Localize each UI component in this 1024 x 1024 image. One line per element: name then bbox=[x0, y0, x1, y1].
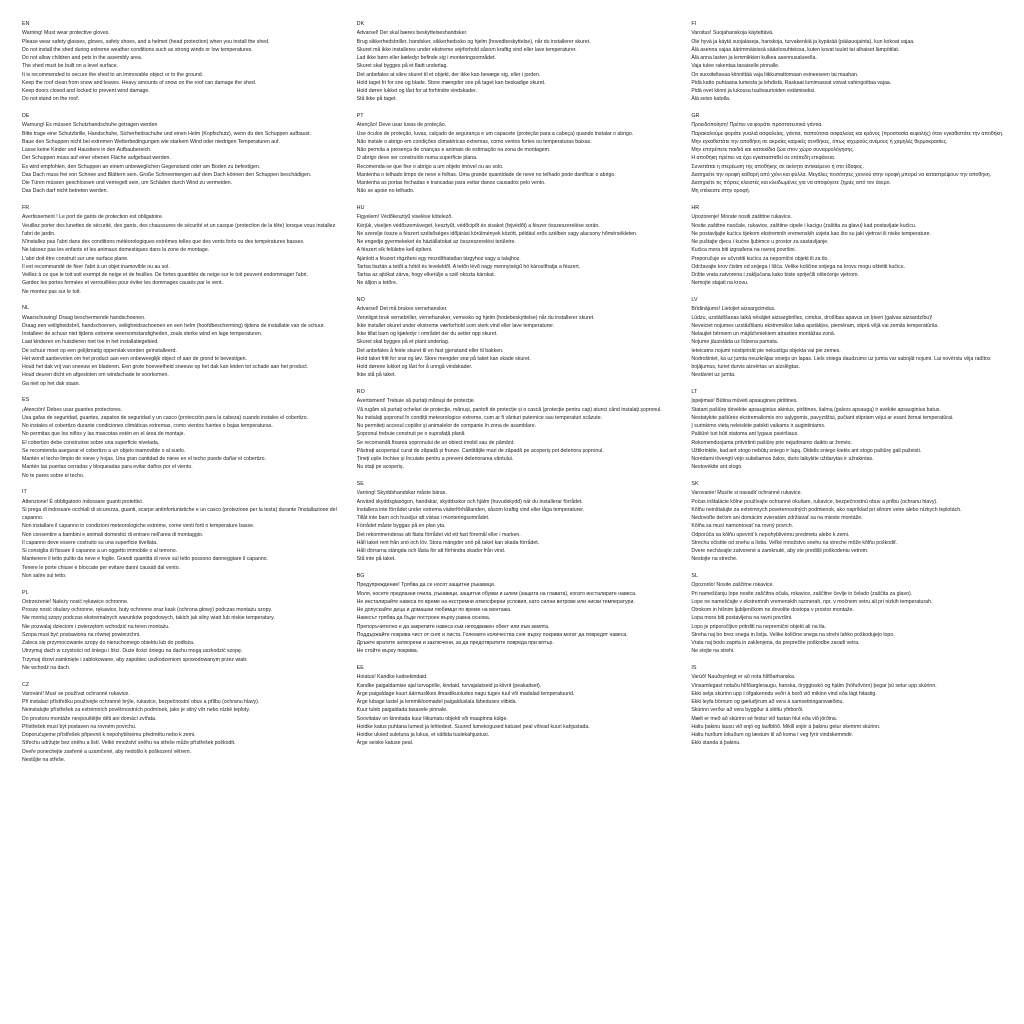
language-section-sl bbox=[691, 572, 1012, 656]
warning-line: Neinstalujte přístřešek za extrémních povětrnostních podmínek, jako je silný vítr nebo nízké teploty. bbox=[22, 707, 250, 714]
warning-line: Ärge seiske katuse peal. bbox=[356, 740, 414, 747]
warning-line: Avertisment! Trebuie să purtați mănuși de protecție. bbox=[356, 398, 476, 405]
warning-line: Waarschuwing! Draag beschermende handschoenen. bbox=[22, 314, 146, 321]
warning-line: Si consiglia di fissare il capanno a un oggetto immobile o al terreno. bbox=[22, 548, 178, 554]
warning-line: It is recommended to secure the shed to an immovable object or to the ground. bbox=[22, 71, 204, 78]
language-code: IS bbox=[691, 665, 697, 671]
language-code: GR bbox=[691, 113, 700, 119]
warning-line: Ekki setja skúrinn upp í öfgakenndu veðri á borð við mikinn vind eða lágt hitastig. bbox=[691, 690, 877, 697]
language-code: EN bbox=[22, 21, 30, 27]
language-section-hu bbox=[357, 204, 678, 288]
warning-line: Hoidke uksed suletuna ja lukus, et vältida tuulekahjustusi. bbox=[356, 732, 490, 738]
warning-line: Doporučujeme přístřešek připevnit k nepohyblivému předmětu nebo k zemi. bbox=[22, 732, 196, 738]
warning-line: Lopa mora biti postavljena na ravni površini. bbox=[691, 615, 793, 622]
warning-line: Ekki leyfa börnum og gæludýrum að vera á samsetningarsvæðinu. bbox=[691, 699, 844, 705]
warning-line: Håll taket rent från snö och löv. Stora mängder snö på taket kan skada förrådet. bbox=[356, 539, 540, 546]
warning-line: Hold taket fritt for snø og løv. Store mengder snø på taket kan skade skuret. bbox=[356, 355, 531, 362]
warning-line: Håll dörrarna stängda och låsta för att förhindra skador från vind. bbox=[356, 548, 506, 554]
language-section-pl bbox=[22, 589, 343, 673]
warning-line: Rekomenduojama pritvirtinti pašiūrę prie nejudinamo daikto ar žemės. bbox=[691, 439, 852, 446]
warning-line: Ne puštajte djecu i kućne ljubimce u prostor za sastavljanje. bbox=[691, 239, 829, 245]
warning-line: Tartsa tisztán a tetőt a hótól és levelektől. A tetőn lévő nagy mennyiségű hó károsíthatja a fészert. bbox=[356, 263, 581, 270]
warning-line: Ieteicams nojumi nostiprināt pie nekustīga objekta vai pie zemes. bbox=[691, 347, 841, 354]
warning-line: Recomenda-se que fixe o abrigo a um objeto imóvel ou ao solo. bbox=[356, 163, 504, 170]
warning-line: Ostrzeżenie! Należy nosić rękawice ochronne. bbox=[22, 598, 129, 605]
warning-line: Ikke tillat barn og kjæledyr i området der du setter opp skuret. bbox=[356, 331, 498, 337]
warning-line: No instales el cobertizo durante condiciones climáticas extremas, como vientos fuertes o bajas temperaturas. bbox=[22, 423, 273, 429]
warning-line: Laat kinderen en huisdieren niet toe in het installatiegebied. bbox=[22, 339, 159, 346]
warning-line: Norėdami išvengti vėjo sukeliamos žalos, duris laikykite uždarytas ir užrakintas. bbox=[691, 456, 874, 462]
warning-line: Het wordt aanbevolen om het product aan een onbeweeglijk object of aan de grond te bevestigen. bbox=[22, 355, 247, 362]
warning-line: Szopa musi być postawiona na równej powierzchni. bbox=[22, 631, 141, 638]
language-section-cz bbox=[22, 681, 343, 765]
warning-line: Der Schuppen muss auf einer ebenen Fläche aufgebaut werden. bbox=[22, 155, 171, 162]
warning-line: Nu instalați șopronul în condiții meteorologice extreme, cum ar fi vânturi puternice sau temperaturi scăzute. bbox=[356, 414, 603, 421]
warning-line: Preporučuje se učvrstiti kućicu za nepomični objekt ili za tlo. bbox=[691, 255, 829, 262]
warning-line: Das Dach darf nicht betreten werden. bbox=[22, 188, 108, 195]
warning-line: Se recomienda asegurar el cobertizo a un objeto inamovible o al suelo. bbox=[22, 447, 186, 454]
warning-line: Si prega di indossare occhiali di sicurezza, guanti, scarpe antinfortunistiche e un casco (protezione per la testa) durante l'installazione del capanno. bbox=[22, 506, 337, 521]
language-code: DK bbox=[356, 21, 365, 27]
warning-line: Älä seiso katolla. bbox=[691, 96, 731, 103]
warning-line: Upozorenje! Morate nositi zaštitne rukavice. bbox=[691, 214, 792, 221]
warning-line: Pri nameščanju lope nosite zaščitna očala, rokavice, zaščitne čevlje in čelado (zaščita za glavo). bbox=[691, 590, 913, 597]
warning-line: Nemojte stajati na krovu. bbox=[691, 280, 749, 287]
warning-line: Gardez les portes fermées et verrouillées pour éviter les dommages causés par le vent. bbox=[22, 280, 223, 287]
warning-line: Vă rugăm să purtați ochelari de protecție, mănuși, pantofi de protecție și o cască (protecție pentru cap) atunci când instalați șopronul. bbox=[356, 406, 662, 413]
warning-line: Nie wchodź na dach. bbox=[22, 664, 71, 671]
language-section-es bbox=[22, 396, 343, 480]
warning-line: Das Dach muss frei von Schnee und Blättern sein. Große Schneemengen auf dem Dach können den Schuppen beschädigen. bbox=[22, 171, 312, 178]
warning-line: Не стойте върху покрива. bbox=[356, 648, 419, 655]
warning-line: Soovitatav on kinnitada kuur liikumatu objekti või maapinna külge. bbox=[356, 715, 508, 722]
warning-line: Vrata naj bodo zaprta in zaklenjena, da preprečite poškodbe zaradi vetra. bbox=[691, 640, 860, 646]
warning-line: Įspėjimas! Būtina mūvėti apsaugines pirštines. bbox=[691, 398, 798, 405]
warning-line: Veillez à ce que le toit soit exempt de neige et de feuilles. De fortes quantités de neige sur le toit peuvent endommager l'abri. bbox=[22, 272, 308, 278]
warning-line: Přístřešek musí být postaven na rovném povrchu. bbox=[22, 723, 137, 730]
warning-line: Keep doors closed and locked to prevent wind damage. bbox=[22, 88, 150, 94]
language-code: EE bbox=[356, 665, 364, 671]
warning-line: Skuret skal bygges på et plant underlag. bbox=[356, 339, 450, 346]
safety-warning-page bbox=[22, 20, 1012, 1020]
language-section-fi bbox=[691, 20, 1012, 104]
warning-line: Дръжте вратите затворени и заключени, за да предотвратите повреда при вятър. bbox=[356, 640, 554, 646]
warning-line: Hold døren lukket og låst for at forhindre vindskader. bbox=[356, 88, 477, 94]
warning-line: Ajánlott a fészert rögzíteni egy mozdíthatatlan tárgyhoz vagy a talajhoz. bbox=[356, 255, 521, 262]
warning-line: Não se apoie no telhado. bbox=[356, 188, 415, 195]
warning-line: Nestojte na streche. bbox=[691, 556, 738, 563]
warning-line: Ärge paigaldage kuuri äärmuslikes ilmastikuoludes nagu tugev tuul või madalad temperatuurid. bbox=[356, 690, 575, 697]
language-code: SK bbox=[691, 481, 699, 487]
warning-line: Mantenha o telhado limpo de neve e folhas. Uma grande quantidade de neve no telhado pode danificar o abrigo. bbox=[356, 171, 616, 178]
warning-line: Nestāviet uz jumta. bbox=[691, 372, 736, 379]
warning-line: Skuret skal bygges på et fladt underlag. bbox=[356, 63, 448, 70]
warning-line: Förrådet måste byggas på en plan yta. bbox=[356, 523, 446, 530]
language-code: PT bbox=[356, 113, 364, 119]
warning-line: Varování! Musí se používat ochranné rukavice. bbox=[22, 690, 130, 697]
warning-line: Älä anna lasten ja lemmikkien kulkea asennusalueella. bbox=[691, 55, 817, 61]
warning-line: Ne szerelje össze a fészert szélsőséges időjárási körülmények között, például erős szélben vagy alacsony hőmérsékleten. bbox=[356, 230, 638, 237]
warning-line: Hoidke katus puhtana lumest ja lehtedest. Suured lumekogused katusel peal võivad kuuri kahjustada. bbox=[356, 723, 590, 730]
warning-line: Figyelem! Védőkesztyű viselése kötelező. bbox=[356, 214, 453, 221]
warning-line: Zaleca się przymocowanie szopy do nieruchomego obiektu lub do podłoża. bbox=[22, 640, 195, 646]
warning-line: Brug sikkerhedsbriller, handsker, sikkerhedssko og hjelm (hovedbeskyttelse), når du installerer skuret. bbox=[356, 38, 591, 45]
warning-line: Advarsel! Det må brukes vernehansker. bbox=[356, 306, 448, 313]
warning-line: Nestovėkite ant stogo. bbox=[691, 464, 743, 471]
warning-line: Țineți ușile închise și încuiate pentru a preveni deteriorarea vântului. bbox=[356, 456, 514, 462]
warning-line: Kandke paigaldamise ajal turvaprille, kindaid, turvajalatseid ja kiivrit (peakaitset). bbox=[356, 682, 542, 689]
language-code: NL bbox=[22, 305, 29, 312]
language-code: SE bbox=[356, 481, 364, 487]
warning-line: Do not install the shed during extreme weather conditions such as strong winds or low temperatures. bbox=[22, 46, 253, 53]
language-section-bg bbox=[357, 572, 678, 656]
language-section-nl bbox=[22, 304, 343, 388]
warning-line: Lūdzu, uzstādīšanas laikā nēsājiet aizsargbrilles, cimdus, drošības apavus un ķiveri (galvas aizsardzību)! bbox=[691, 314, 933, 321]
warning-line: Hold taget fri for sne og blade. Store mængder sne på taget kan beskadige skuret. bbox=[356, 79, 546, 86]
warning-line: Attenzione! È obbligatorio indossare guanti protettivi. bbox=[22, 498, 144, 505]
warning-line: Nojume jāuzstāda uz līdzena pamata. bbox=[691, 339, 779, 346]
warning-line: Installera inte förrådet under extrema väderförhållanden, såsom kraftig vind eller låga temperaturer. bbox=[356, 506, 585, 513]
warning-line: Ne stojte na strehi. bbox=[691, 648, 735, 655]
language-section-hr bbox=[691, 204, 1012, 288]
warning-line: Į surinkimo vietą neleiskite patekti vaikams ir augintiniams. bbox=[691, 423, 826, 429]
language-code: FR bbox=[22, 205, 30, 211]
warning-line: Lope ne nameščajte v ekstremnih vremenskih razmerah, npr. v močnem vetru ali pri nizkih temperaturah. bbox=[691, 598, 933, 605]
warning-line: Det rekommenderas att fästa förrådet vid ett fast föremål eller i marken. bbox=[356, 531, 521, 538]
language-code: LV bbox=[691, 297, 698, 303]
warning-line: Stå inte på taket. bbox=[356, 556, 396, 563]
warning-line: Warnung! Es müssen Schutzhandschuhe getragen werden bbox=[22, 122, 158, 129]
language-section-de bbox=[22, 112, 343, 196]
warning-line: Kôlňa sa musí namontovať na rovný povrch. bbox=[691, 523, 794, 530]
language-section-fr bbox=[22, 204, 343, 296]
warning-line: Ne postavljajte kućicu tijekom ekstremnih vremenskih uvjeta kao što su jaki vjetrovi ili niske temperature. bbox=[691, 230, 931, 237]
warning-line: Det anbefales at sikre skuret til et objekt, der ikke kan bevæge sig, eller i jorden. bbox=[356, 71, 541, 78]
language-code: CZ bbox=[22, 681, 30, 688]
warning-line: Προειδοποίηση! Πρέπει να φοράτε προστατευτικά γάντια. bbox=[691, 122, 823, 129]
column-middle bbox=[357, 20, 678, 1020]
warning-line: Nestatykite pašiūrės ekstremaliomis oro sąlygomis, pavyzdžiui, pučiant stipriam vėjui ar esant žemai temperatūrai. bbox=[691, 414, 954, 421]
language-code: BG bbox=[356, 573, 365, 579]
warning-line: Varning! Skyddshandskar måste bäras. bbox=[356, 490, 447, 497]
warning-line: Varovanie! Musíte si nasadiť ochranné rukavice. bbox=[691, 490, 802, 497]
warning-line: Proszę nosić okulary ochronne, rękawice, buty ochronne oraz kask (ochrona głowy) podczas montażu szopy. bbox=[22, 607, 273, 613]
warning-line: Nie pozwalaj dzieciom i zwierzętom wchodzić na teren montażu. bbox=[22, 623, 170, 630]
warning-line: Utrzymuj dach w czystości od śniegu i liści. Duże ilości śniegu na dachu mogą uszkodzić szopę. bbox=[22, 648, 243, 655]
warning-line: Střechu udržujte bez sněhu a listí. Velké množství sněhu na střeše může přístřešek poškodit. bbox=[22, 740, 236, 747]
warning-line: Advarsel! Der skal bæres beskyttelseshandsker. bbox=[356, 30, 468, 37]
warning-line: Nu stați pe acoperiș. bbox=[356, 464, 404, 471]
warning-line: Kérjük, viseljen védőszemüveget, kesztyűt, védőcipőt és sisakot (fejvédőt) a fészer összeszerelése során. bbox=[356, 222, 600, 229]
warning-line: Non installare il capanno in condizioni meteorologiche estreme, come venti forti o temperature basse. bbox=[22, 523, 255, 530]
language-code: ES bbox=[22, 397, 30, 404]
warning-line: Ne montez pas sur le toit. bbox=[22, 288, 81, 295]
language-section-sk bbox=[691, 480, 1012, 564]
language-code: RO bbox=[356, 389, 365, 395]
column-right bbox=[691, 20, 1012, 1020]
warning-line: Tillåt inte barn och husdjur att vistas i monteringsområdet. bbox=[356, 515, 490, 521]
language-code: FI bbox=[691, 21, 697, 27]
warning-line: Haltu þakinu lausu við snjó og laufblöð. Mikill snjór á þakinu getur skemmt skúrinn. bbox=[691, 723, 881, 730]
warning-line: Lopo je priporočljivo pritrditi na nepremični objekt ali na tla. bbox=[691, 623, 827, 630]
warning-line: Ne álljon a tetőre. bbox=[356, 280, 398, 287]
warning-line: Atenção! Deve usar luvas de proteção. bbox=[356, 122, 447, 129]
language-section-ee bbox=[357, 664, 678, 748]
warning-line: Älä asenna vajaa äärimmäisissä sääolosuhteissa, kuten kovat tuulet tai alhaiset lämpötilat. bbox=[691, 46, 900, 53]
warning-line: Skuret må ikke installeres under ekstreme vejrforhold såsom kraftig vind eller lave temperaturer. bbox=[356, 46, 577, 53]
warning-line: Nosite zaštitne naočale, rukavice, zaštitne cipele i kacigu (zaštita za glavu) kad postavljate kućicu. bbox=[691, 222, 917, 229]
warning-line: Otrokom in hišnim ljubljenčkom ne dovolite dostopa v prostor montaže. bbox=[691, 607, 854, 613]
language-code: PL bbox=[22, 589, 29, 596]
language-code: IT bbox=[22, 489, 27, 496]
language-code: NO bbox=[356, 297, 365, 303]
warning-line: Warning! Must wear protective gloves. bbox=[22, 30, 110, 37]
language-section-lv bbox=[691, 296, 1012, 380]
warning-line: Es wird empfohlen, den Schuppen an einem unbeweglichen Gegenstand oder am Boden zu befestigen. bbox=[22, 163, 261, 170]
warning-line: Mantenha as portas fechadas e trancadas para evitar danos causados pelo vento. bbox=[356, 180, 546, 186]
warning-line: Ikke installer skuret under ekstreme værforhold som sterk vind eller lave temperaturer. bbox=[356, 322, 555, 329]
warning-line: Opozorilo! Nosite zaščitne rokavice. bbox=[691, 582, 774, 589]
language-section-ro bbox=[357, 388, 678, 472]
warning-line: Die Türen müssen geschlossen und verriegelt sein, um Schäden durch Wind zu vermeiden. bbox=[22, 180, 233, 186]
warning-line: Bitte trage eine Schutzbrille, Handschuhe, Sicherheitsschuhe und einen Helm (Kopfschutz), wenn du den Schuppen aufbaust. bbox=[22, 130, 311, 137]
warning-line: Please wear safety glasses, gloves, safety shoes, and a helmet (head protection) when you install the shed. bbox=[22, 38, 270, 45]
warning-line: ¡Atención! Debes usar guantes protectores. bbox=[22, 406, 123, 413]
warning-line: Installeer de schuur niet tijdens extreme weersomstandigheden, zoals sterke wind en lage temperaturen. bbox=[22, 331, 263, 337]
warning-line: Моля, носете предпазни очила, ръкавици, защитни обувки и шлем (защита на главата), когато инсталирате навеса. bbox=[356, 590, 637, 597]
warning-line: Não permita a presença de crianças e animais de estimação na zona de montagem. bbox=[356, 147, 551, 153]
language-code: HU bbox=[356, 205, 365, 211]
warning-line: Ne engedje gyermekeket és háziállatokat az összeszerelési területre. bbox=[356, 239, 516, 245]
warning-line: Brīdinājums! Lietojiet aizsargcimdus. bbox=[691, 306, 776, 313]
warning-line: Använd skyddsglasögon, handskar, skyddsskor och hjälm (huvudskydd) när du installerar förrådet. bbox=[356, 498, 583, 505]
warning-line: Lasse keine Kinder und Haustiere in den Aufbaubereich. bbox=[22, 147, 152, 153]
warning-line: Șopronul trebuie construit pe o suprafață plană bbox=[356, 431, 465, 438]
warning-line: De schuur moet op een gelijkmatig oppervlak worden geïnstalleerd. bbox=[22, 347, 177, 354]
warning-line: Non consentire a bambini e animali domestici di entrare nell'area di montaggio. bbox=[22, 531, 204, 538]
warning-line: Μην επιτρέπετε παιδιά και κατοικίδια ζώα στον χώρο συναρμολόγησης. bbox=[691, 147, 855, 153]
warning-line: Houd deuren dicht en afgesloten om windschade te voorkomen. bbox=[22, 372, 169, 379]
warning-line: A fészert sík felületre kell építeni. bbox=[356, 247, 433, 254]
column-left bbox=[22, 20, 343, 1020]
warning-line: Pidä katto puhtaana lumesta ja lehdistä. Raskaat lumimassat voivat vahingoittaa vajaa. bbox=[691, 79, 892, 86]
language-section-gr bbox=[691, 112, 1012, 196]
warning-line: Mantén el techo limpio de nieve y hojas. Una gran cantidad de nieve en el techo puede dañar el cobertizo. bbox=[22, 456, 266, 462]
warning-line: Usa gafas de seguridad, guantes, zapatos de seguridad y un casco (protección para la cabeza) cuando instales el cobertizo. bbox=[22, 414, 309, 421]
warning-line: Ga niet op het dak staan. bbox=[22, 380, 80, 387]
warning-line: Не допускайте деца и домашни любимци по време на монтажа. bbox=[356, 607, 512, 613]
warning-line: Držite vrata zatvorena i zaključana kako biste spriječili oštećenje vjetrom. bbox=[691, 272, 859, 278]
warning-line: Il est recommandé de fixer l'abri à un objet inamovible ou au sol. bbox=[22, 263, 170, 270]
warning-line: Do not allow children and pets in the assembly area. bbox=[22, 55, 143, 61]
warning-line: No permitas que los niños y las mascotas estén en el área de montaje. bbox=[22, 431, 185, 438]
warning-line: Ärge lubage lastel ja lemmikloomadel paigalduslala läheduses viibida. bbox=[356, 699, 518, 705]
language-section-lt bbox=[691, 388, 1012, 472]
warning-line: Kuur tuleb paigaldada tasasele pinnale. bbox=[356, 707, 448, 714]
warning-line: On suositeltavaa kiinnittää vaja liikkumattomaan esineeseen tai maahan. bbox=[691, 71, 859, 78]
warning-line: Baue den Schuppen nicht bei extremen Wetterbedingungen wie starkem Wind oder niedrigen Temperaturen auf. bbox=[22, 138, 280, 145]
warning-line: Hoiatus! Kandke kaitsekindaid. bbox=[356, 674, 428, 681]
warning-line: Pašiūrė turi būti statoma ant lygaus paviršiaus. bbox=[691, 431, 799, 438]
warning-line: Neveiciet nojumes uzstādīšanu ekstremālos laika apstākļos, piemēram, stiprā vējā vai zemās temperatūrās. bbox=[691, 322, 939, 329]
warning-line: The shed must be built on a level surface. bbox=[22, 63, 119, 70]
warning-line: Užtikrinkite, kad ant stogo nebūtų sniego ir lapų. Didelis sniego kiekis ant stogo pašiūrę gali pažeisti. bbox=[691, 447, 922, 454]
warning-line: Non salire sul tetto. bbox=[22, 572, 67, 579]
warning-line: El cobertizo debe construirse sobre una superficie nivelada. bbox=[22, 439, 160, 446]
warning-line: Поддържайте покрива чист от сняг и листа. Големите количества сняг върху покрива могат да повредят навеса. bbox=[356, 631, 628, 638]
warning-line: Навесът трябва да бъде построен върху равна основа. bbox=[356, 615, 491, 622]
warning-line: Varúð! Nauðsynlegt er að nota hlífðarhanska. bbox=[691, 674, 796, 681]
language-section-it bbox=[22, 488, 343, 580]
warning-line: Draag een veiligheidsbril, handschoenen, veiligheidsschoenen en een helm (hoofdbescherming) tijdens de installatie van de schuur. bbox=[22, 322, 325, 329]
warning-line: Dveře ponechejte zavřené a uzamčené, aby nedošlo k poškození větrem. bbox=[22, 748, 191, 755]
warning-line: L'abri doit être construit sur une surface plane. bbox=[22, 255, 129, 262]
warning-line: Use óculos de proteção, luvas, calçado de segurança e um capacete (proteção para a cabeça) quando instalar o abrigo. bbox=[356, 130, 634, 137]
warning-line: Συνιστάται η στερέωση της αποθήκης σε ακίνητο αντικείμενο ή στο έδαφος. bbox=[691, 163, 864, 170]
warning-line: Παρακαλούμε φοράτε γυαλιά ασφαλείας, γάντια, παπούτσια ασφαλείας και κράνος (προστασία κεφαλής) όταν εγκαθιστάτε την αποθήκη. bbox=[691, 130, 1004, 137]
warning-line: Tartsa az ajtókat zárva, hogy elkerülje a szél okozta károkat. bbox=[356, 272, 496, 278]
warning-line: Nelaujiet bērniem un mājdzīvniekiem atrasties montāžas zonā. bbox=[691, 331, 836, 337]
warning-line: Η αποθήκη πρέπει να έχει εγκατασταθεί σε επίπεδη επιφάνεια. bbox=[691, 155, 836, 162]
warning-line: Nu permiteți accesul copiilor și animalelor de companie în zona de asamblare. bbox=[356, 423, 537, 429]
warning-line: Vaja tulee rakentaa tasaiselle pinnalle. bbox=[691, 63, 780, 70]
warning-line: Do not stand on the roof. bbox=[22, 96, 80, 103]
language-section-no bbox=[357, 296, 678, 380]
warning-line: Do prostoru montáže nevpouštějte děti ani domácí zvířata. bbox=[22, 715, 157, 722]
language-section-pt bbox=[357, 112, 678, 196]
warning-line: Ne laissez pas les enfants et les animaux domestiques dans la zone de montage. bbox=[22, 247, 210, 254]
warning-line: Mantenere il tetto pulito da neve e foglie. Grandi quantità di neve sul tetto possono danneggiare il capanno. bbox=[22, 556, 268, 563]
warning-line: Skúrinn verður að vera byggður á sléttu yfirborði. bbox=[691, 707, 804, 714]
warning-line: O abrigo deve ser construído numa superfície plana. bbox=[356, 155, 478, 162]
warning-line: Veuillez porter des lunettes de sécurité, des gants, des chaussures de sécurité et un casque (protection de la tête) lorsque vous installez l'abri de jardin. bbox=[22, 222, 336, 237]
warning-line: Održavajte krov čistim od snijega i lišća. Velike količine snijega na krovu mogu oštetiti kućicu. bbox=[691, 263, 905, 270]
warning-line: No te pares sobre el techo. bbox=[22, 472, 85, 479]
warning-line: Ekki standa á þakinu. bbox=[691, 740, 741, 747]
warning-line: Păstrați acoperișul curat de zăpadă și frunze. Cantitățile mari de zăpadă pe acoperiș pot deteriora șopronul. bbox=[356, 447, 604, 454]
warning-line: Statant pašiūrę dėvėkite apsauginius akinius, pirštines, šalmą (galvos apsaugą) ir avėkite apsauginius batus. bbox=[691, 406, 941, 413]
language-section-dk bbox=[357, 20, 678, 104]
warning-line: Pidä ovet kiinni ja lukossa tuulivaurioiden estämiseksi. bbox=[691, 88, 816, 94]
warning-line: Διατηρείτε την οροφή καθαρή από χιόνι και φύλλα. Μεγάλες ποσότητες χιονιού στην οροφή μπορεί να καταστρέψουν την αποθήκη. bbox=[691, 171, 992, 178]
warning-line: Trzymaj drzwi zamknięte i zablokowane, aby zapobiec uszkodzeniom spowodowanym przez wiatr. bbox=[22, 656, 248, 663]
warning-line: Vinsamlegast notaðu hlífðargleraugu, hanska, öryggisskó og hjálm (höfuðvörn) þegar þú setur upp skúrinn. bbox=[691, 682, 937, 689]
warning-line: Odporúča sa kôlňu upevniť k nepohyblivému predmetu alebo k zemi. bbox=[691, 531, 850, 538]
language-section-is bbox=[691, 664, 1012, 748]
warning-line: Při instalaci přístřešku používejte ochranné brýle, rukavice, bezpečnostní obuv a přilbu (ochranu hlavy). bbox=[22, 699, 260, 705]
warning-line: Streha naj bo brez snega in listja. Velike količine snega na strehi lahko poškodujejo lopo. bbox=[691, 631, 895, 638]
language-code: SL bbox=[691, 573, 698, 579]
warning-line: Il capanno deve essere costruito su una superficie livellata. bbox=[22, 539, 158, 546]
warning-line: Não instale o abrigo em condições climatéricas extremas, como ventos fortes ou temperaturas baixas. bbox=[356, 138, 592, 145]
language-section-se bbox=[357, 480, 678, 564]
warning-line: Mantén las puertas cerradas y bloqueadas para evitar daños por el viento. bbox=[22, 464, 193, 471]
warning-line: Se recomandă fixarea șopronului de un obiect imobil sau de pământ. bbox=[356, 439, 515, 446]
warning-line: Vennligst bruk vernebriller, vernehansker, vernesko og hjelm (hodebeskyttelse) når du installerer skuret. bbox=[356, 314, 595, 321]
warning-line: Hold dørene lukket og låst for å unngå vindskader. bbox=[356, 364, 473, 370]
warning-line: Nestůjte na střeše. bbox=[22, 756, 66, 763]
language-code: LT bbox=[691, 389, 698, 395]
warning-line: Nie montuj szopy podczas ekstremalnych warunków pogodowych, takich jak silny wiatr lub niskie temperatury. bbox=[22, 615, 275, 622]
warning-line: Διατηρείτε τις πόρτες κλειστές και κλειδωμένες για να αποφύγετε ζημιές από τον άνεμο. bbox=[691, 180, 891, 186]
warning-line: Avertissement ! Le port de gants de protection est obligatoire. bbox=[22, 214, 164, 221]
warning-line: Mælt er með að skúrinn sé festur við fastan hlut eða við jörðina. bbox=[691, 715, 838, 722]
warning-line: Stå ikke på taget. bbox=[356, 96, 397, 103]
warning-line: Počas inštalácie kôlne používajte ochranné okuliare, rukavice, bezpečnostnú obuv a prilbu (ochranu hlavy). bbox=[691, 498, 938, 505]
warning-line: Houd het dak vrij van sneeuw en bladeren. Een grote hoeveelheid sneeuw op het dak kan leiden tot schade aan het product. bbox=[22, 364, 309, 370]
warning-line: Μη στέκεστε στην οροφή. bbox=[691, 188, 751, 195]
language-code: HR bbox=[691, 205, 700, 211]
warning-line: Nedovoľte deťom ani domácim zvieratám zdržiavať sa na mieste montáže. bbox=[691, 515, 863, 521]
warning-line: Lad ikke børn eller kæledyr befinde sig i monteringsområdet. bbox=[356, 55, 496, 61]
warning-line: Ole hyvä ja käytä suojalaseja, hanskoja, turvakenkiä ja kypärää (pääsuojainta), kun kokoat vajaa. bbox=[691, 38, 915, 45]
warning-line: N'installez pas l'abri dans des conditions météorologiques extrêmes telles que des vents forts ou des températures basses. bbox=[22, 239, 305, 245]
warning-line: Μην εγκαθιστάτε την αποθήκη σε ακραίες καιρικές συνθήκες, όπως ισχυρούς ανέμους ή χαμηλές θερμοκρασίες. bbox=[691, 138, 948, 145]
warning-line: Препоръчително е да закрепите навеса към неподвижен обект или към земята. bbox=[356, 623, 550, 630]
warning-line: Kućica mora biti izgrađena na ravnoj površini. bbox=[691, 247, 797, 254]
language-code: DE bbox=[22, 113, 30, 119]
warning-line: Dvere nechávajte zatvorené a zamknuté, aby ste predišli poškodeniu vetrom. bbox=[691, 548, 869, 554]
warning-line: Kôlňu neinštalujte za extrémnych poveternostných podmienok, ako napríklad pri silnom vetre alebo nízkych teplotách. bbox=[691, 506, 962, 513]
language-section-en bbox=[22, 20, 343, 104]
warning-line: Tenere le porte chiuse e bloccate per evitare danni causati dal vento. bbox=[22, 564, 181, 571]
warning-line: Haltu hurðum lokuðum og læstum til að koma í veg fyrir vindskemmdir. bbox=[691, 732, 854, 738]
warning-line: Strechu očistite od snehu a lístia. Veľké množstvo snehu na streche môže kôlňu poškodiť. bbox=[691, 539, 898, 546]
warning-line: Не инсталирайте навеса по време на екстремни атмосферни условия, като силни ветрове или ниски температури. bbox=[356, 598, 635, 605]
warning-line: Det anbefales å feste skuret til en fast gjenstand eller til bakken. bbox=[356, 347, 504, 354]
warning-line: Ikke stå på taket. bbox=[356, 372, 396, 379]
warning-line: Nodrošiniet, ka uz jumta neuzkrājas sniegs un lapas. Liels sniega daudzums uz jumta var sabojāt nojumi. Lai novērstu vēja radītos bojājumus, turiet durvis aizvērtas un aizslēgtas. bbox=[691, 355, 991, 370]
warning-line: Varoitus! Suojahanskoja käytettävä. bbox=[691, 30, 774, 37]
warning-line: Предупреждение! Трябва да се носят защитни ръкавици. bbox=[356, 582, 496, 589]
warning-line: Keep the roof clean from snow and leaves. Heavy amounts of snow on the roof can damage the shed. bbox=[22, 79, 257, 86]
